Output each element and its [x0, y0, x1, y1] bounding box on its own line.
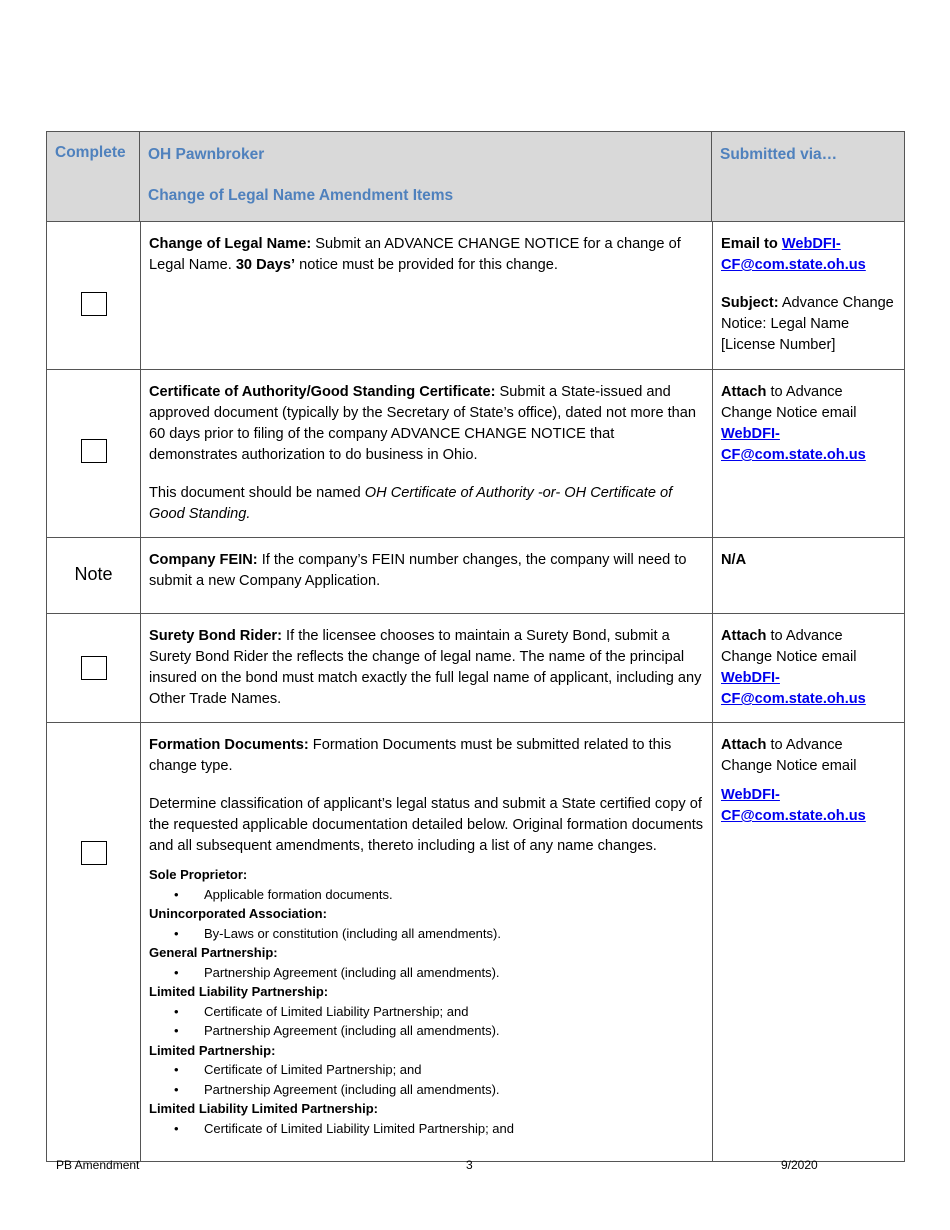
list-item: • Certificate of Limited Partnership; and — [149, 1060, 704, 1080]
section-title: General Partnership: — [149, 945, 278, 960]
list-item: • Partnership Agreement (including all amendments). — [149, 963, 704, 983]
footer-doc-name: PB Amendment — [56, 1158, 140, 1172]
submitted-cell — [713, 614, 904, 722]
row-text: If the licensee chooses to maintain a Surety Bond, submit a Surety Bond Rider the reflects the change of legal name. The name of the principal insured on the bond must match exactly the full legal name of applicant, including any Other Trade Names. — [149, 628, 702, 707]
list-item: • Certificate of Limited Liability Partnership; and — [149, 1002, 704, 1022]
complete-checkbox[interactable] — [81, 656, 107, 680]
section-title: Unincorporated Association: — [149, 906, 327, 921]
header-submitted: Submitted via… — [720, 146, 838, 163]
header-complete: Complete — [47, 132, 140, 221]
doc-name-prefix: This document should be named — [149, 485, 365, 501]
row-text-2: notice must be provided for this change. — [295, 257, 558, 273]
submitted-cell — [713, 538, 904, 613]
description-cell — [141, 222, 713, 369]
submitted-cell — [713, 723, 904, 1161]
row-label: Certificate of Authority/Good Standing Certificate: — [149, 384, 496, 400]
description-cell — [141, 614, 713, 722]
subject-text: Advance Change Notice: Legal Name [License Number] — [721, 295, 894, 353]
note-label: Note — [74, 564, 113, 584]
table-row-legal-name — [47, 222, 904, 370]
complete-cell — [47, 370, 141, 537]
row-text: If the company’s FEIN number changes, the company will need to submit a new Company Application. — [149, 552, 687, 589]
complete-checkbox[interactable] — [81, 439, 107, 463]
notice-days: 30 Days’ — [235, 257, 296, 273]
section-title: Limited Partnership: — [149, 1042, 276, 1058]
section-title: Limited Liability Limited Partnership: — [149, 1101, 378, 1116]
description-cell — [141, 723, 713, 1161]
complete-cell — [47, 222, 141, 369]
list-item: • Applicable formation documents. — [149, 885, 704, 905]
submitted-cell — [713, 222, 904, 369]
row-text: Formation Documents must be submitted related to this change type. — [149, 737, 672, 774]
list-item: • Partnership Agreement (including all amendments). — [149, 1080, 704, 1100]
complete-cell — [47, 614, 141, 722]
complete-cell — [47, 723, 141, 1161]
header-subtitle: Change of Legal Name Amendment Items — [148, 187, 454, 204]
attach-label: Attach — [721, 384, 767, 400]
row-text: Submit an ADVANCE CHANGE NOTICE for a change of Legal Name. — [149, 236, 681, 273]
row-text: Submit a State-issued and approved document (typically by the Secretary of State’s office), dated not more than 60 days prior to filing of the company ADVANCE CHANGE NOTICE that demonstrates authorization to do business in Ohio. — [149, 384, 697, 463]
list-item: • By-Laws or constitution (including all amendments). — [149, 924, 704, 944]
complete-cell — [47, 538, 141, 613]
email-link[interactable]: WebDFI-CF@com.state.oh.us — [721, 787, 866, 824]
email-link[interactable]: WebDFI-CF@com.state.oh.us — [721, 426, 866, 463]
list-item: • Partnership Agreement (including all amendments). — [149, 1021, 704, 1041]
subject-label: Subject: — [721, 295, 779, 311]
section-title: Sole Proprietor: — [149, 867, 248, 882]
row-label: Formation Documents: — [149, 737, 309, 753]
header-title: OH Pawnbroker — [148, 146, 265, 163]
attach-text: to Advance Change Notice email — [721, 737, 857, 774]
footer-date: 9/2020 — [781, 1158, 818, 1172]
email-link[interactable]: WebDFI-CF@com.state.oh.us — [721, 236, 866, 273]
footer-page-number: 3 — [466, 1158, 473, 1172]
list-item: • Certificate of Limited Liability Limited Partnership; and — [149, 1119, 704, 1139]
attach-label: Attach — [721, 737, 767, 753]
email-link[interactable]: WebDFI-CF@com.state.oh.us — [721, 670, 866, 707]
row-label: Company FEIN: — [149, 552, 258, 568]
attach-text: to Advance Change Notice email — [721, 384, 857, 421]
table-row-certificate — [47, 370, 904, 538]
table-header-row — [47, 132, 904, 222]
section-title: Limited Liability Partnership: — [149, 984, 329, 999]
doc-name: OH Certificate of Authority -or- OH Certificate of Good Standing. — [149, 485, 673, 522]
amendment-items-table — [46, 131, 905, 1162]
entity-sections — [149, 865, 704, 1138]
complete-checkbox[interactable] — [81, 292, 107, 316]
table-row-fein — [47, 538, 904, 614]
via-na: N/A — [721, 552, 747, 568]
table-row-surety-bond — [47, 614, 904, 723]
header-title-cell — [140, 132, 712, 221]
row-label: Surety Bond Rider: — [149, 628, 282, 644]
description-cell — [141, 370, 713, 537]
submitted-cell — [713, 370, 904, 537]
attach-text: to Advance Change Notice email — [721, 628, 857, 665]
complete-checkbox[interactable] — [81, 841, 107, 865]
formation-instructions: Determine classification of applicant’s legal status and submit a State certified copy of the requested applicable documentation detailed below. Original formation documents and all subsequent amendments, thereto including a list of any name changes. — [149, 796, 704, 854]
row-label: Change of Legal Name: — [149, 236, 312, 252]
email-prefix: Email to — [721, 236, 782, 252]
description-cell — [141, 538, 713, 613]
attach-label: Attach — [721, 628, 767, 644]
table-row-formation-docs — [47, 723, 904, 1162]
